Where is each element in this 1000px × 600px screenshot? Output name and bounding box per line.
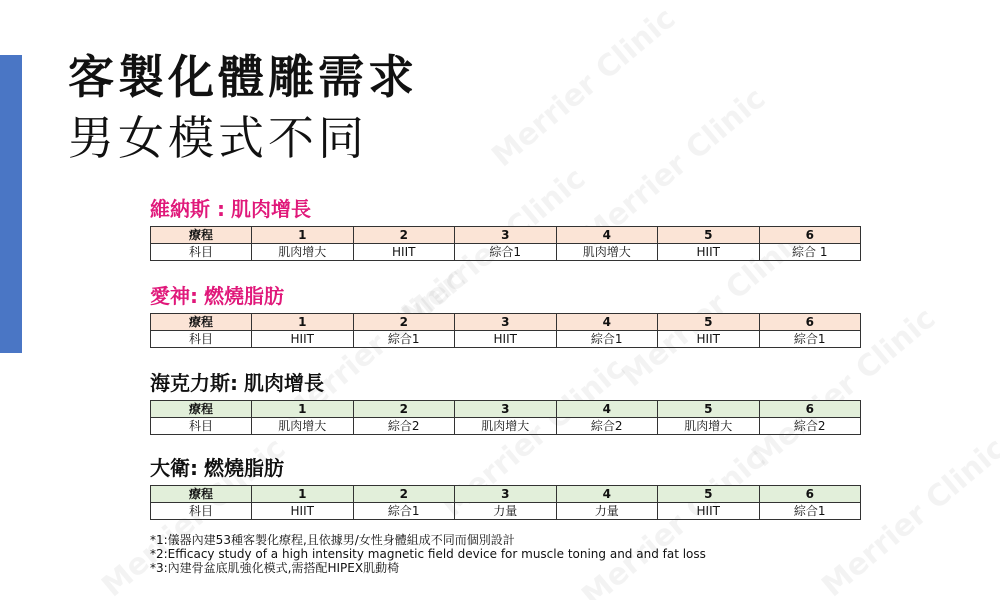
session-number-cell: 2 [353, 401, 455, 418]
session-number-cell: 2 [353, 486, 455, 503]
table-header-row [151, 486, 861, 503]
row-label-cell: 科目 [151, 244, 252, 261]
item-cell: HIIT [252, 331, 354, 348]
session-number-cell: 4 [556, 314, 658, 331]
program-title [150, 196, 861, 222]
session-number-cell: 4 [556, 486, 658, 503]
footnote: *3:內建骨盆底肌強化模式,需搭配HIPEX肌動椅 [150, 561, 400, 575]
item-cell: 綜合 1 [759, 244, 861, 261]
item-cell: 綜合2 [556, 418, 658, 435]
header-label-cell: 療程 [151, 401, 252, 418]
session-number-cell: 5 [658, 401, 760, 418]
row-label-cell: 科目 [151, 418, 252, 435]
item-cell: HIIT [658, 331, 760, 348]
item-cell: HIIT [252, 503, 354, 520]
table-header-row [151, 314, 861, 331]
session-number-cell: 4 [556, 227, 658, 244]
schedule-table [150, 485, 861, 520]
item-cell: 肌肉增大 [556, 244, 658, 261]
session-number-cell: 6 [759, 401, 861, 418]
program-eros [150, 283, 861, 348]
header-label-cell: 療程 [151, 227, 252, 244]
session-number-cell: 2 [353, 314, 455, 331]
session-number-cell: 5 [658, 227, 760, 244]
program-hercules [150, 370, 861, 435]
program-goal: 肌肉增長 [230, 197, 311, 221]
item-cell: 肌肉增大 [252, 418, 354, 435]
session-number-cell: 6 [759, 227, 861, 244]
item-cell: HIIT [658, 503, 760, 520]
session-number-cell: 1 [252, 401, 354, 418]
program-title [150, 455, 861, 481]
program-name: 維納斯 : [150, 197, 225, 221]
session-number-cell: 4 [556, 401, 658, 418]
schedule-table [150, 400, 861, 435]
session-number-cell: 6 [759, 314, 861, 331]
program-title [150, 370, 861, 396]
page-subtitle: 男女模式不同 [68, 111, 368, 165]
program-goal: 燃燒脂肪 [204, 284, 284, 308]
row-label-cell: 科目 [151, 331, 252, 348]
item-cell: HIIT [353, 244, 455, 261]
program-name: 海克力斯: [150, 371, 238, 395]
page-title: 客製化體雕需求 [68, 50, 418, 104]
footnotes [150, 533, 706, 575]
session-number-cell: 1 [252, 314, 354, 331]
table-row [151, 331, 861, 348]
table-header-row [151, 227, 861, 244]
item-cell: HIIT [455, 331, 557, 348]
session-number-cell: 5 [658, 314, 760, 331]
program-david [150, 455, 861, 520]
session-number-cell: 3 [455, 314, 557, 331]
program-goal: 肌肉增長 [244, 371, 324, 395]
item-cell: 力量 [455, 503, 557, 520]
item-cell: 綜合1 [455, 244, 557, 261]
item-cell: 綜合1 [759, 331, 861, 348]
table-row [151, 244, 861, 261]
item-cell: 綜合1 [759, 503, 861, 520]
session-number-cell: 3 [455, 486, 557, 503]
session-number-cell: 2 [353, 227, 455, 244]
item-cell: 肌肉增大 [455, 418, 557, 435]
header-label-cell: 療程 [151, 314, 252, 331]
item-cell: 綜合2 [759, 418, 861, 435]
item-cell: 綜合1 [556, 331, 658, 348]
footnote: *1:儀器內建53種客製化療程,且依據男/女性身體組成不同而個別設計 [150, 533, 515, 547]
item-cell: 肌肉增大 [252, 244, 354, 261]
program-name: 大衛: [150, 456, 198, 480]
item-cell: 綜合2 [353, 418, 455, 435]
session-number-cell: 3 [455, 401, 557, 418]
item-cell: 綜合1 [353, 503, 455, 520]
schedule-table [150, 226, 861, 261]
session-number-cell: 5 [658, 486, 760, 503]
table-row [151, 503, 861, 520]
item-cell: 綜合1 [353, 331, 455, 348]
footnote: *2:Efficacy study of a high intensity magnetic field device for muscle toning and and fat loss [150, 547, 706, 561]
session-number-cell: 1 [252, 486, 354, 503]
program-title [150, 283, 861, 309]
table-row [151, 418, 861, 435]
item-cell: 力量 [556, 503, 658, 520]
session-number-cell: 6 [759, 486, 861, 503]
watermark-text [485, 1, 682, 174]
program-goal: 燃燒脂肪 [204, 456, 284, 480]
left-accent-bar [0, 55, 22, 353]
session-number-cell: 3 [455, 227, 557, 244]
session-number-cell: 1 [252, 227, 354, 244]
item-cell: 肌肉增大 [658, 418, 760, 435]
item-cell: HIIT [658, 244, 760, 261]
program-name: 愛神: [150, 284, 198, 308]
program-venus [150, 196, 861, 261]
table-header-row [151, 401, 861, 418]
row-label-cell: 科目 [151, 503, 252, 520]
schedule-table [150, 313, 861, 348]
header-label-cell: 療程 [151, 486, 252, 503]
